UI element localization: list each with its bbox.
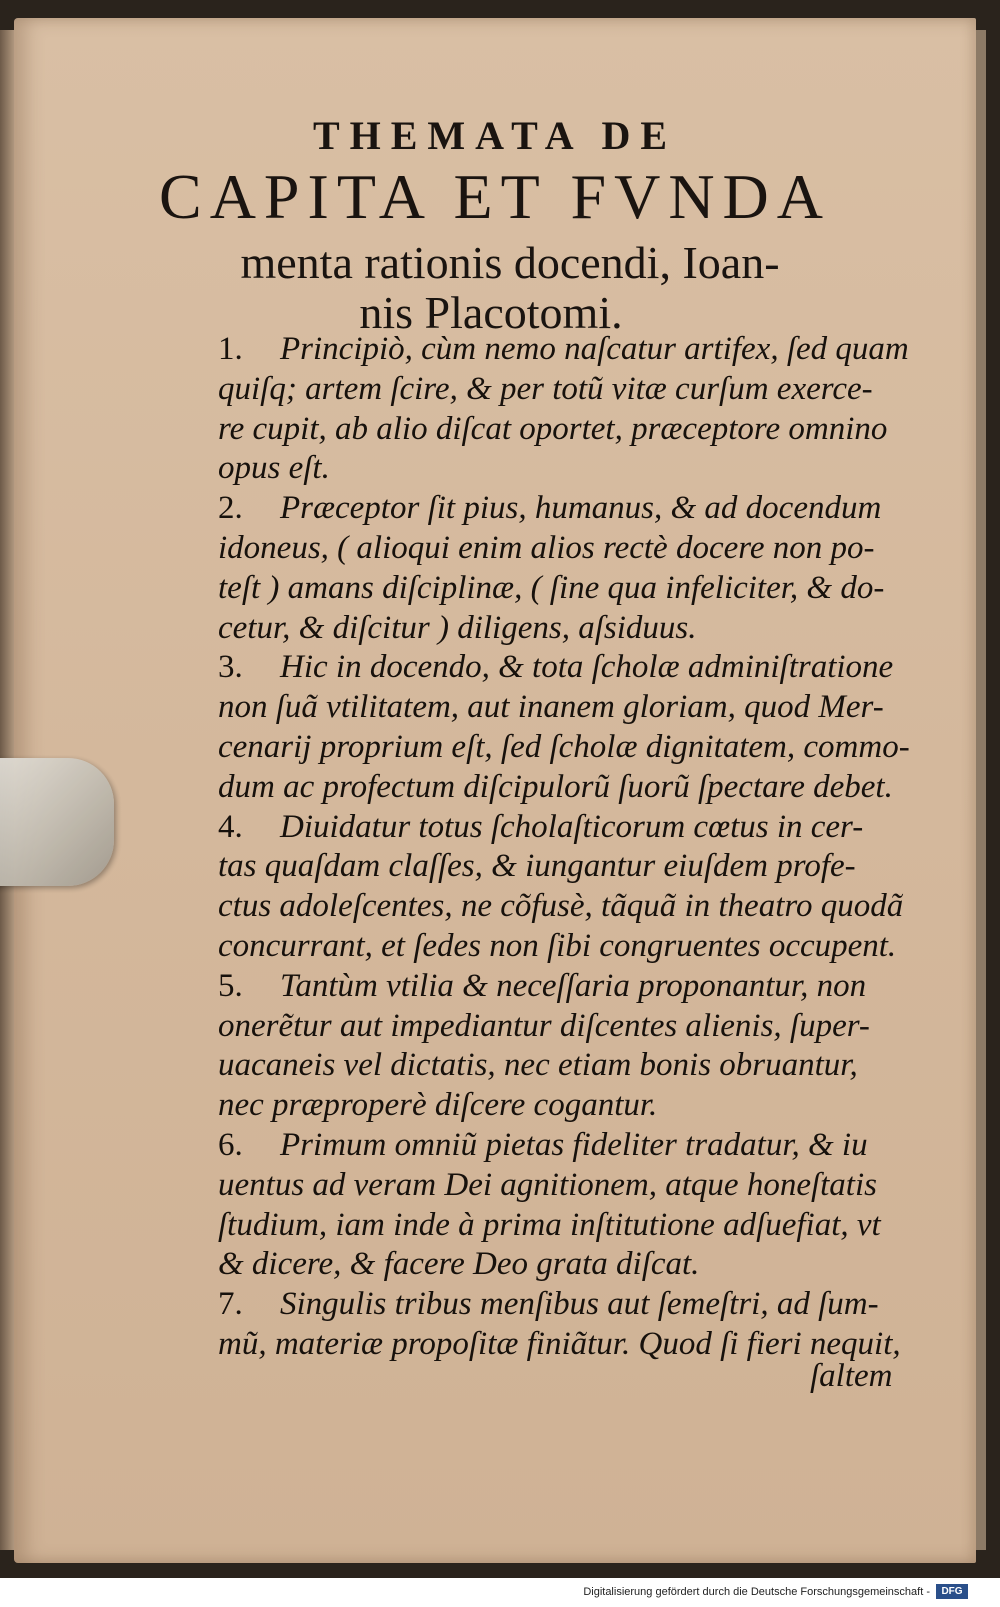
thesis-line <box>218 410 938 450</box>
thesis-paragraph <box>218 1126 938 1285</box>
thesis-line-text: nec præproperè diſcere cogantur. <box>218 1087 658 1124</box>
thesis-line <box>218 449 938 489</box>
thesis-line-text: cetur, & diſcitur ) diligens, aſsiduus. <box>218 609 697 646</box>
thesis-line <box>218 1206 938 1246</box>
heading-line-1: THEMATA DE <box>312 113 678 158</box>
thesis-line <box>218 887 938 927</box>
thesis-number: 4. <box>218 808 243 845</box>
thesis-line <box>218 1166 938 1206</box>
thesis-line-text: uentus ad veram Dei agnitionem, atque honeſtatis <box>218 1166 877 1203</box>
thesis-line-text: Tantùm vtilia & neceſſaria proponantur, non <box>280 967 867 1004</box>
thesis-number: 2. <box>218 490 243 527</box>
thesis-line <box>218 927 938 967</box>
heading-line-3: menta rationis docendi, Ioan- <box>240 237 780 288</box>
thesis-line-text: & dicere, & facere Deo grata diſcat. <box>218 1246 700 1283</box>
thesis-line-text: tas quaſdam claſſes, & iungantur eiuſdem profe- <box>218 848 856 885</box>
thesis-paragraph <box>218 967 938 1126</box>
thesis-line-text: Singulis tribus menſibus aut ſemeſtri, ad ſum- <box>280 1286 879 1323</box>
thesis-line <box>218 1086 938 1126</box>
thesis-line <box>218 1245 938 1285</box>
thesis-line <box>218 648 938 688</box>
thesis-line-text: teſt ) amans diſciplinæ, ( ſine qua infeliciter, & do- <box>218 569 885 606</box>
thesis-line-text: uacaneis vel dictatis, nec etiam bonis obruantur, <box>218 1047 858 1084</box>
thesis-line-text: re cupit, ab alio diſcat oportet, præceptore omnino <box>218 410 888 447</box>
thesis-line <box>218 1285 938 1325</box>
thesis-paragraph <box>218 648 938 807</box>
thesis-line-text: Diuidatur totus ſcholaſticorum cœtus in cer- <box>280 808 864 845</box>
thesis-line-text: Principiò, cùm nemo naſcatur artifex, ſed quam <box>280 331 909 367</box>
thesis-paragraph <box>218 808 938 967</box>
thesis-line <box>218 529 938 569</box>
thesis-line <box>218 489 938 529</box>
thesis-number: 6. <box>218 1126 243 1163</box>
thesis-paragraph <box>218 489 938 648</box>
plastic-clip <box>0 758 114 886</box>
thesis-line <box>218 967 938 1007</box>
catchword: ſaltem <box>810 1358 893 1394</box>
thesis-line-text: ſtudium, iam inde à prima inſtitutione adſuefiat, vt <box>218 1206 881 1243</box>
thesis-line <box>218 609 938 649</box>
footer-bar <box>0 1578 1000 1607</box>
thesis-line-text: Primum omniũ pietas fideliter tradatur, & iu <box>280 1126 868 1163</box>
thesis-number: 3. <box>218 649 243 686</box>
heading-line-4: nis Placotomi. <box>359 287 623 338</box>
thesis-number: 7. <box>218 1286 243 1323</box>
thesis-number: 5. <box>218 967 243 1004</box>
thesis-line <box>218 768 938 808</box>
thesis-line-text: opus eſt. <box>218 450 330 487</box>
page-edge-right <box>976 30 986 1550</box>
thesis-line <box>218 330 938 370</box>
heading-line-2: CAPITA ET FVNDA <box>159 161 831 232</box>
thesis-line <box>218 847 938 887</box>
thesis-line-text: mũ, materiæ propoſitæ finiãtur. Quod ſi fieri nequit, <box>218 1325 901 1362</box>
thesis-line <box>218 728 938 768</box>
thesis-line-text: Hic in docendo, & tota ſcholæ adminiſtratione <box>280 649 894 686</box>
thesis-line-text: dum ac profectum diſcipulorũ ſuorũ ſpectare debet. <box>218 768 893 805</box>
thesis-line <box>218 808 938 848</box>
thesis-line-text: cenarij proprium eſt, ſed ſcholæ dignitatem, commo- <box>218 728 910 765</box>
thesis-line <box>218 688 938 728</box>
funding-credit: Digitalisierung gefördert durch die Deutsche Forschungsgemeinschaft - <box>583 1586 930 1598</box>
dfg-logo-icon: DFG <box>936 1584 968 1599</box>
thesis-line-text: concurrant, et ſedes non ſibi congruentes occupent. <box>218 927 897 964</box>
thesis-paragraph <box>218 330 938 489</box>
thesis-paragraph <box>218 1285 938 1365</box>
thesis-number: 1. <box>218 331 243 367</box>
thesis-line-text: quiſq; artem ſcire, & per totũ vitæ curſum exerce- <box>218 370 873 407</box>
thesis-line-text: ctus adoleſcentes, ne cõfusè, tãquã in theatro quodã <box>218 888 904 925</box>
thesis-line-text: Præceptor ſit pius, humanus, & ad docendum <box>280 490 882 527</box>
thesis-line <box>218 1126 938 1166</box>
thesis-line-text: non ſuã vtilitatem, aut inanem gloriam, quod Mer- <box>218 689 884 726</box>
thesis-line <box>218 569 938 609</box>
thesis-line <box>218 370 938 410</box>
thesis-line-text: idoneus, ( alioqui enim alios rectè docere non po- <box>218 529 875 566</box>
thesis-line <box>218 1007 938 1047</box>
thesis-line <box>218 1046 938 1086</box>
thesis-line-text: onerẽtur aut impediantur diſcentes alienis, ſuper- <box>218 1007 870 1044</box>
theses-body <box>218 330 938 1365</box>
